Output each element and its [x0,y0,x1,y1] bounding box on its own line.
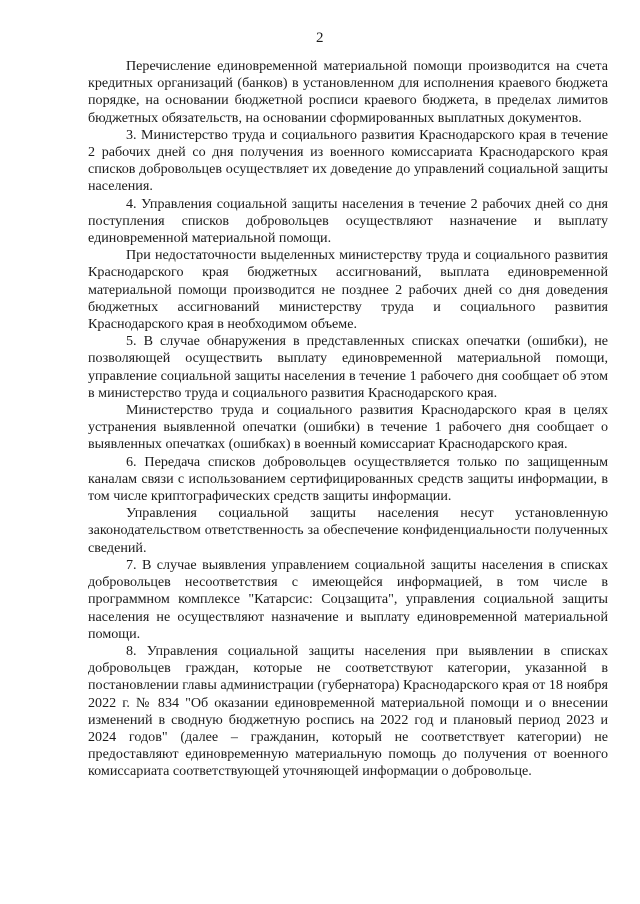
paragraph-item-6: 6. Передача списков добровольцев осуществляется только по защищенным каналам связи с использованием сертифицированных средств защиты информации, в том числе криптографических средств защиты информации. [88,453,608,505]
paragraph-confidentiality: Управления социальной защиты населения несут установленную законодательством ответственность за обеспечение конфиденциальности полученных сведений. [88,505,608,556]
paragraph-insufficient-funds: При недостаточности выделенных министерству труда и социального развития Краснодарского края бюджетных ассигнований, выплата единовременной материальной помощи производится не позднее 2 рабочих дней со дня доведения бюджетных ассигнований министерству труда и социального развития Краснодарского края в необходимом объеме. [88,247,608,333]
paragraph-ministry-correction: Министерство труда и социального развития Краснодарского края в целях устранения выявленной опечатки (ошибки) в течение 1 рабочего дня сообщает о выявленных опечатках (ошибках) в военный комиссариат Краснодарского края. [88,402,608,453]
paragraph-payment-transfer: Перечисление единовременной материальной помощи производится на счета кредитных организаций (банков) в установленном для исполнения краевого бюджета порядке, на основании бюджетной росписи краевого бюджета, в пределах лимитов бюджетных обязательств, на основании сформированных выплатных документов. [88,58,608,126]
paragraph-item-8: 8. Управления социальной защиты населения при выявлении в списках добровольцев граждан, которые не соответствуют категории, указанной в постановлении главы администрации (губернатора) Краснодарского края от 18 ноября 2022 г. № 834 "Об оказании единовременной материальной помощи и о внесении изменений в сводную бюджетную роспись на 2022 год и плановый период 2023 и 2024 годов" (далее – гражданин, который не соответствует категории) не предоставляют единовременную материальную помощь до получения от военного комиссариата соответствующей уточняющей информации о добровольце. [88,642,608,780]
paragraph-item-4: 4. Управления социальной защиты населения в течение 2 рабочих дней со дня поступления списков добровольцев осуществляют назначение и выплату единовременной материальной помощи. [88,195,608,247]
document-body [88,58,608,781]
paragraph-item-7: 7. В случае выявления управлением социальной защиты населения в списках добровольцев несоответствия с имеющейся информацией, в том числе в программном комплексе "Катарсис: Соцзащита", управления социальной защиты населения не осуществляют назначение и выплату единовременной материальной помощи. [88,556,608,642]
paragraph-item-5: 5. В случае обнаружения в представленных списках опечатки (ошибки), не позволяющей осуществить выплату единовременной материальной помощи, управление социальной защиты населения в течение 1 рабочего дня сообщает об этом в министерство труда и социального развития Краснодарского края. [88,333,608,401]
page-number: 2 [316,30,324,46]
paragraph-item-3: 3. Министерство труда и социального развития Краснодарского края в течение 2 рабочих дней со дня получения из военного комиссариата Краснодарского края списков добровольцев осуществляет их доведение до управлений социальной защиты населения. [88,126,608,195]
